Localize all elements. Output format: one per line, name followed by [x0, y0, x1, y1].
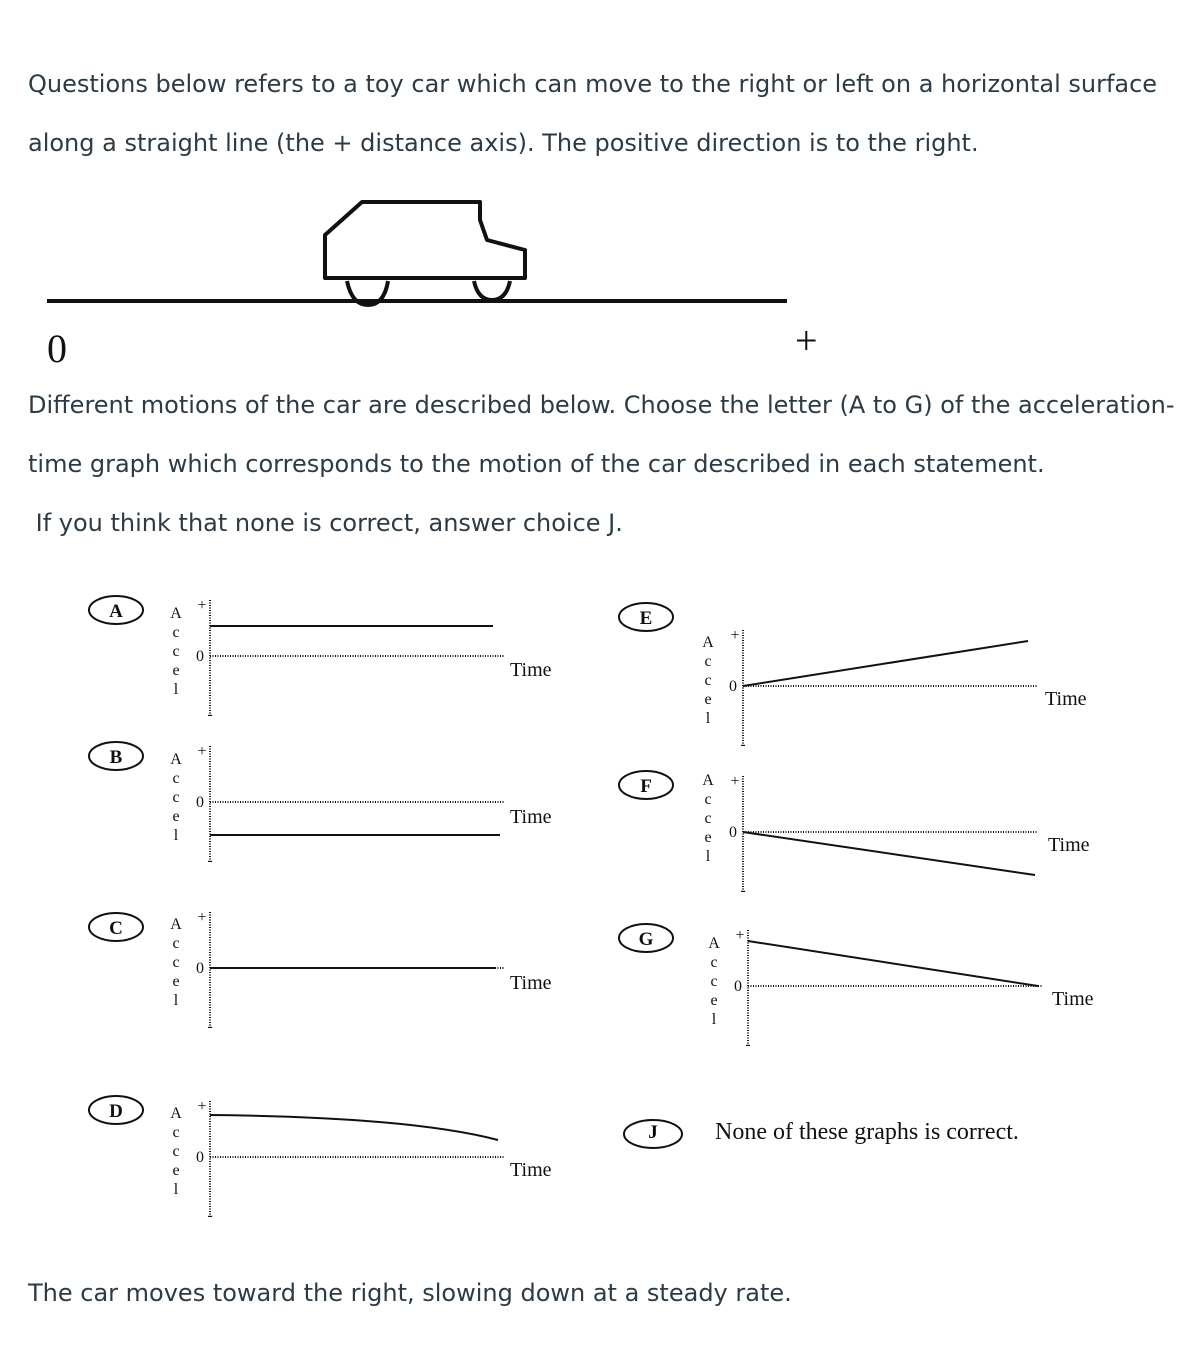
option-b-axis-label-char: A [170, 751, 182, 768]
option-j[interactable] [622, 1118, 684, 1150]
instructions-line-2: time graph which corresponds to the motion of the car described in each statement. [28, 450, 1045, 478]
option-e-axis-zero: 0 [729, 678, 737, 695]
option-a-letter: A [109, 601, 123, 622]
option-e-axis-label-char: l [705, 710, 711, 727]
option-e-letter: E [639, 608, 653, 629]
car-body-icon [325, 202, 525, 278]
option-d-axis-zero: 0 [196, 1149, 204, 1166]
option-g-graph-line [748, 941, 1038, 986]
option-f-axis-zero: 0 [729, 824, 737, 841]
option-g-axis-label-char: A [708, 935, 720, 952]
option-a-time-label: Time [510, 659, 552, 681]
intro-line-1: Questions below refers to a toy car which can move to the right or left on a horizontal surface [28, 70, 1158, 98]
option-d-axis-minus: - [207, 1207, 213, 1224]
option-g-axis-plus: + [735, 927, 745, 944]
intro-line-2: along a straight line (the + distance axis). The positive direction is to the right. [28, 129, 979, 157]
option-f-axis-label-char: A [702, 772, 714, 789]
option-f-axis-label-char: e [704, 829, 712, 846]
option-f-axis-label-char: l [705, 848, 711, 865]
option-b-axis-label-char: e [172, 808, 180, 825]
option-e-axis-label-char: e [704, 691, 712, 708]
instructions-line-1: Different motions of the car are described below. Choose the letter (A to G) of the acceleration- [28, 391, 1175, 419]
track-origin-label: 0 [47, 326, 67, 370]
option-b-time-label: Time [510, 806, 552, 828]
option-g-time-label: Time [1052, 988, 1094, 1010]
option-f-axis-label-char: c [704, 810, 712, 827]
option-c-axis-label-char: c [172, 935, 180, 952]
option-e-time-label: Time [1045, 688, 1087, 710]
option-d-axis-label-char: A [170, 1105, 182, 1122]
option-a-axis-zero: 0 [196, 648, 204, 665]
car-wheel-front-icon [474, 281, 510, 300]
option-b-axis-plus: + [197, 743, 207, 760]
option-b-axis-label-char: l [173, 827, 179, 844]
option-a-axis-minus: - [207, 706, 213, 723]
option-g-axis-label-char: c [710, 954, 718, 971]
option-e-graph-line [743, 641, 1028, 686]
option-e-axis-minus: - [740, 736, 746, 753]
option-b-axis-minus: - [207, 852, 213, 869]
option-e-axis-label-char: c [704, 672, 712, 689]
option-a-axis-label-char: l [173, 681, 179, 698]
option-b-axis-zero: 0 [196, 794, 204, 811]
question-text: The car moves toward the right, slowing down at a steady rate. [28, 1279, 792, 1307]
option-c-axis-minus: - [207, 1018, 213, 1035]
acceleration-time-graphs [0, 580, 1200, 1240]
option-d-time-label: Time [510, 1159, 552, 1181]
option-g-axis-label-char: c [710, 973, 718, 990]
option-c-axis-zero: 0 [196, 960, 204, 977]
option-f-axis-minus: - [740, 882, 746, 899]
option-d-graph-line [210, 1115, 498, 1140]
option-d-axis-plus: + [197, 1098, 207, 1115]
option-c-letter: C [109, 918, 123, 939]
option-a-axis-label-char: A [170, 605, 182, 622]
option-f-graph-line [743, 832, 1035, 875]
option-e-axis-label-char: A [702, 634, 714, 651]
instructions-line-3: If you think that none is correct, answer choice J. [28, 509, 623, 537]
option-b-letter: B [109, 747, 123, 768]
option-a-axis-label-char: e [172, 662, 180, 679]
option-e-axis-label-char: c [704, 653, 712, 670]
option-b-axis-label-char: c [172, 770, 180, 787]
option-d-letter: D [109, 1101, 123, 1122]
track-positive-label: + [795, 318, 818, 363]
option-f-letter: F [640, 776, 652, 797]
option-g-letter: G [638, 929, 654, 950]
option-c-axis-plus: + [197, 909, 207, 926]
option-f-axis-label-char: c [704, 791, 712, 808]
option-e-axis-plus: + [730, 627, 740, 644]
option-f-axis-plus: + [730, 773, 740, 790]
option-d-axis-label-char: c [172, 1124, 180, 1141]
option-j-letter: J [648, 1122, 658, 1143]
car-track-figure [0, 170, 900, 370]
option-j-text: None of these graphs is correct. [715, 1119, 1019, 1145]
option-c-axis-label-char: e [172, 973, 180, 990]
option-g-axis-label-char: l [711, 1011, 717, 1028]
option-a-axis-label-char: c [172, 624, 180, 641]
option-c-axis-label-char: c [172, 954, 180, 971]
option-c-axis-label-char: A [170, 916, 182, 933]
option-d-axis-label-char: e [172, 1162, 180, 1179]
option-a-axis-plus: + [197, 597, 207, 614]
option-a-axis-label-char: c [172, 643, 180, 660]
option-f-time-label: Time [1048, 834, 1090, 856]
option-c-axis-label-char: l [173, 992, 179, 1009]
option-g-axis-zero: 0 [734, 978, 742, 995]
option-d-axis-label-char: l [173, 1181, 179, 1198]
option-d-axis-label-char: c [172, 1143, 180, 1160]
option-g-axis-minus: - [745, 1036, 751, 1053]
option-g-axis-label-char: e [710, 992, 718, 1009]
option-c-time-label: Time [510, 972, 552, 994]
option-b-axis-label-char: c [172, 789, 180, 806]
